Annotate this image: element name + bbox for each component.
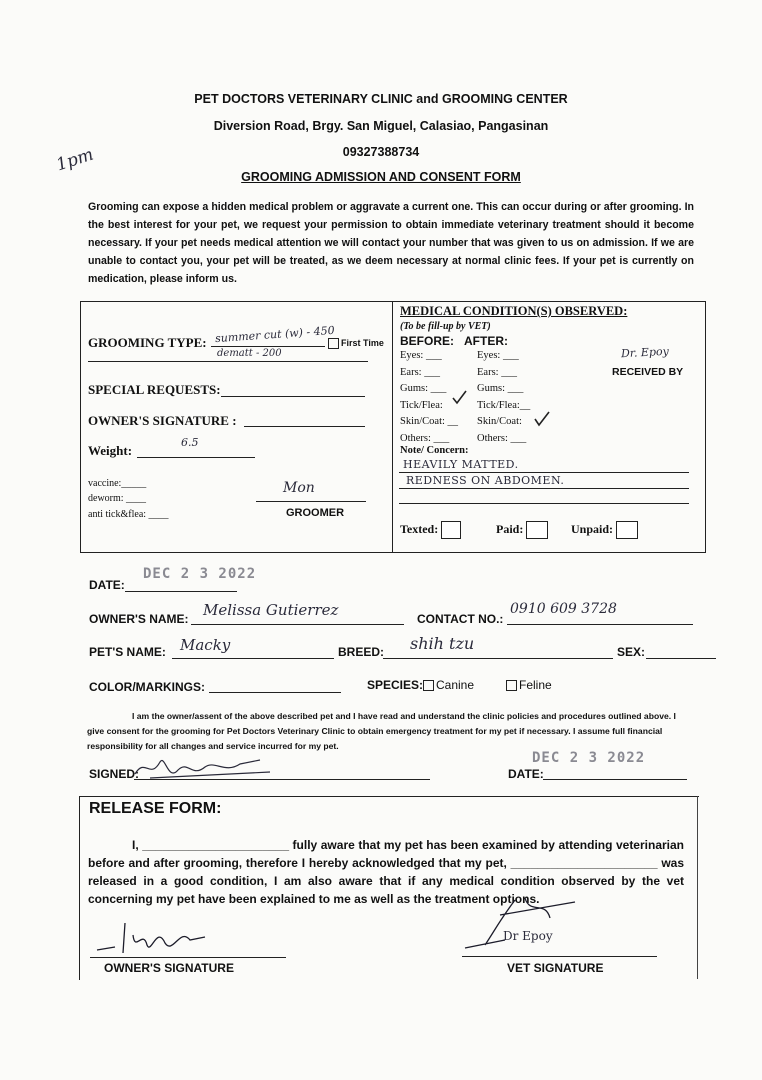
before-field[interactable]: Tick/Flea:	[400, 399, 443, 411]
before-field[interactable]: Skin/Coat: __	[400, 416, 459, 427]
before-label: BEFORE:	[400, 334, 454, 348]
vaccine-field[interactable]: vaccine:_____	[88, 478, 147, 489]
texted-label: Texted:	[400, 521, 439, 536]
received-by-name: Dr. Epoy	[620, 344, 670, 361]
weight-value[interactable]: 6.5	[181, 436, 199, 449]
medical-title: MEDICAL CONDITION(S) OBSERVED:	[400, 304, 628, 318]
owner-signature-release-label: OWNER'S SIGNATURE	[104, 961, 234, 975]
owner-signature-label: OWNER'S SIGNATURE :	[88, 413, 237, 428]
release-title: RELEASE FORM:	[89, 800, 222, 817]
clinic-phone: 09327388734	[342, 145, 420, 159]
vet-signature-label: VET SIGNATURE	[507, 961, 604, 975]
check-mark-icon	[533, 410, 553, 430]
received-by-label: RECEIVED BY	[612, 366, 684, 378]
after-field[interactable]: Ears: ___	[477, 366, 517, 378]
breed-label: BREED:	[338, 645, 385, 659]
check-marks-icon	[451, 386, 481, 426]
feline-option[interactable]	[506, 678, 552, 692]
groomer-label: GROOMER	[286, 507, 345, 519]
after-field[interactable]: Others: ___	[477, 432, 527, 444]
first-time-checkbox[interactable]	[328, 338, 384, 349]
owner-signature-field[interactable]	[244, 426, 365, 427]
before-field[interactable]: Ears: ___	[400, 366, 440, 378]
texted-field[interactable]	[400, 521, 461, 539]
grooming-type-label: GROOMING TYPE:	[88, 335, 207, 350]
paid-field[interactable]	[496, 521, 548, 539]
color-field[interactable]	[209, 692, 341, 693]
signed-label: SIGNED:	[89, 767, 140, 781]
after-field[interactable]: Gums: ___	[477, 383, 524, 394]
signed-field[interactable]	[134, 779, 430, 780]
admission-box	[80, 301, 706, 553]
owner-name-label: OWNER'S NAME:	[89, 612, 189, 626]
medical-subtitle: (To be fill-up by VET)	[400, 321, 491, 332]
unpaid-field[interactable]	[571, 521, 638, 539]
date-stamp: DEC 2 3 2022	[143, 566, 257, 582]
groomer-initials: Mon	[283, 480, 315, 496]
intro-paragraph: Grooming can expose a hidden medical problem or aggravate a current one. This can occur during or after grooming. In the best interest for your pet, we request your permission to obtain immediate veterinary treatment should it become necessary. If your pet needs medical attention we will contact your number that was given to us on admission. If we are unable to contact you, your pet will be treated, as we deem necessary at normal clinic fees. If your pet is currently on medication, please inform us.	[88, 201, 694, 285]
first-time-label: First Time	[341, 338, 384, 348]
note-line-2[interactable]: REDNESS ON ABDOMEN.	[406, 474, 565, 487]
before-field[interactable]: Eyes: ___	[400, 350, 442, 361]
paid-label: Paid:	[496, 521, 524, 536]
owner-name-value[interactable]: Melissa Gutierrez	[203, 601, 339, 619]
color-label: COLOR/MARKINGS:	[89, 680, 205, 694]
after-label: AFTER:	[464, 334, 508, 348]
special-requests-label: SPECIAL REQUESTS:	[88, 382, 221, 397]
vet-signature-name: Dr Epoy	[503, 929, 553, 943]
deworm-field[interactable]: deworm: ____	[88, 493, 147, 504]
pet-name-label: PET'S NAME:	[89, 645, 166, 659]
date-label: DATE:	[89, 578, 125, 592]
grooming-type-value[interactable]: summer cut (w) - 450	[214, 323, 336, 346]
after-field[interactable]: Eyes: ___	[477, 350, 519, 361]
breed-value[interactable]: shih tzu	[410, 634, 475, 653]
vet-signature-icon	[455, 890, 585, 955]
canine-option[interactable]	[423, 678, 474, 692]
pet-name-value[interactable]: Macky	[180, 636, 231, 654]
note-line-1[interactable]: HEAVILY MATTED.	[403, 458, 519, 471]
form-title: GROOMING ADMISSION AND CONSENT FORM	[241, 170, 521, 184]
clinic-name: PET DOCTORS VETERINARY CLINIC and GROOMING CENTER	[194, 92, 568, 106]
grooming-type-value-2: dematt - 200	[217, 348, 282, 359]
unpaid-label: Unpaid:	[571, 521, 614, 536]
weight-label: Weight:	[88, 443, 133, 458]
consent-text: I am the owner/assent of the above described pet and I have read and understand the clinic policies and procedures outlined above. I give consent for the grooming for Pet Doctors Veterinary Clinic to obtain emergency treatment for my pet if necessary. I assume full financial responsibility for all changes and service incurred for my pet.	[87, 711, 676, 751]
feline-label: Feline	[519, 678, 552, 692]
contact-label: CONTACT NO.:	[417, 612, 504, 626]
sex-field[interactable]	[646, 658, 716, 659]
consent-date-stamp: DEC 2 3 2022	[532, 750, 646, 766]
consent-date-label: DATE:	[508, 767, 544, 781]
sex-label: SEX:	[617, 645, 646, 659]
margin-note: 1pm	[53, 144, 96, 176]
anti-tick-field[interactable]: anti tick&flea: ____	[88, 509, 169, 520]
clinic-address: Diversion Road, Brgy. San Miguel, Calasiao, Pangasinan	[213, 119, 549, 133]
canine-label: Canine	[436, 678, 475, 692]
box-divider	[392, 302, 393, 552]
release-owner-signature-icon	[95, 915, 225, 960]
species-label: SPECIES:	[367, 678, 424, 692]
after-field[interactable]: Tick/Flea:__	[477, 399, 531, 411]
contact-value[interactable]: 0910 609 3728	[510, 601, 617, 617]
before-field[interactable]: Others: ___	[400, 432, 450, 444]
special-requests-field[interactable]	[221, 396, 365, 397]
release-text: I, ______________________ fully aware that my pet has been examined by attending veterinarian before and after grooming, therefore I hereby acknowledged that my pet, ______________________ was released in a good condition, I am also aware that if any medical condition observed by the vet concerning my pet have been explained to me as well as the treatment options.	[88, 838, 684, 906]
before-field[interactable]: Gums: ___	[400, 383, 447, 394]
note-label: Note/ Concern:	[400, 445, 469, 456]
after-field[interactable]: Skin/Coat:	[477, 416, 522, 427]
